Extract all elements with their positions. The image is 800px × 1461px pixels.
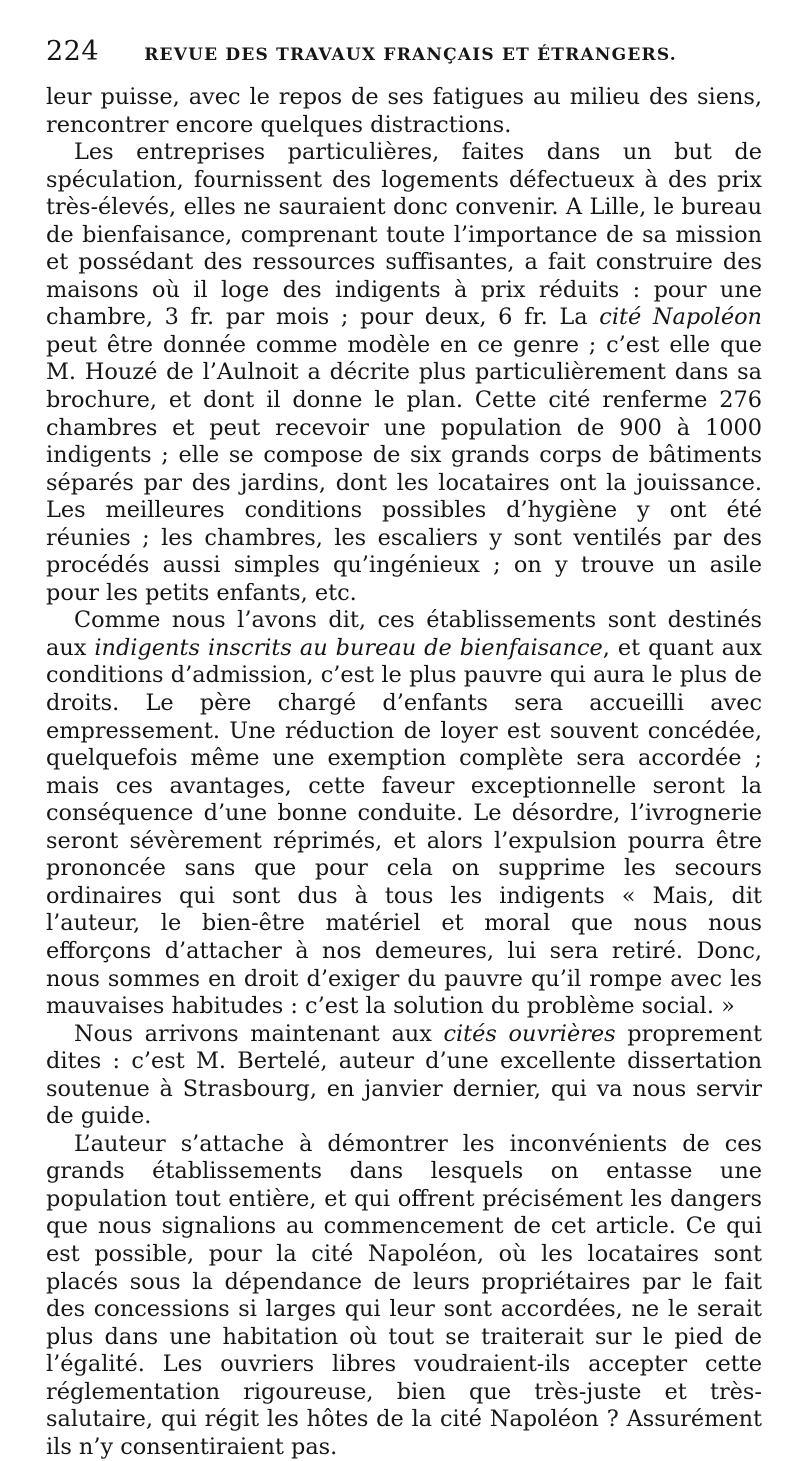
paragraph-text: leur puisse, avec le repos de ses fatigues au milieu des siens, rencontrer encore quelques distractions. bbox=[46, 84, 762, 138]
running-title: REVUE DES TRAVAUX FRANÇAIS ET ÉTRANGERS. bbox=[144, 45, 677, 65]
paragraph-cites-ouvrieres bbox=[46, 1021, 762, 1131]
paragraph-continued bbox=[46, 84, 762, 139]
italic-term: cité Napoléon bbox=[599, 304, 762, 331]
italic-term: cités ouvrières bbox=[443, 1020, 616, 1047]
running-head bbox=[46, 36, 762, 84]
paragraph-text: Nous arrivons maintenant aux bbox=[74, 1020, 444, 1047]
paragraph-text: Comme nous l’avons dit, ces établissements sont destinés aux bbox=[46, 607, 762, 661]
page-number: 224 bbox=[46, 36, 100, 67]
italic-term: indigents inscrits au bureau de bienfaisance bbox=[94, 634, 603, 661]
paragraph-admission bbox=[46, 607, 762, 1020]
paragraph-text: peut être donnée comme modèle en ce genre ; c’est elle que M. Houzé de l’Aulnoit a décrite plus particulièrement dans sa brochure, et dont il donne le plan. Cette cité renferme 276 chambres et peut recevoir une population de 900 à 1000 indigents ; elle se compose de six grands corps de bâtiments séparés par des jardins, dont les locataires ont la jouissance. Les meilleures conditions possibles d’hygiène y ont été réunies ; les chambres, les escaliers y sont ventilés par des procédés aussi simples qu’ingénieux ; on y trouve un asile pour les petits enfants, etc. bbox=[46, 331, 762, 606]
paragraph-text: , et quant aux conditions d’admission, c’est le plus pauvre qui aura le plus de droits. Le père chargé d’enfants sera accueilli avec empressement. Une réduction de loyer est souvent concédée, quelquefois même une exemption complète sera accordée ; mais ces avantages, cette faveur exceptionnelle seront la conséquence d’une bonne conduite. Le désordre, l’ivrognerie seront sévèrement réprimés, et alors l’expulsion pourra être prononcée sans que pour cela on supprime les secours ordinaires qui sont dus à tous les indigents « Mais, dit l’auteur, le bien-être matériel et moral que nous nous efforçons d’attacher à nos demeures, lui sera retiré. Donc, nous sommes en droit d’exiger du pauvre qu’il rompe avec les mauvaises habitudes : c’est la solution du problème social. » bbox=[46, 634, 762, 1020]
paragraph-inconvenients bbox=[46, 1131, 762, 1461]
paragraph-text: Les entreprises particulières, faites dans un but de spéculation, fournissent des logements défectueux à des prix très-élevés, elles ne sauraient donc convenir. A Lille, le bureau de bienfaisance, comprenant toute l’importance de sa mission et possédant des ressources suffisantes, a fait construire des maisons où il loge des indigents à prix réduits : pour une chambre, 3 fr. par mois ; pour deux, 6 fr. La bbox=[46, 139, 762, 331]
body-text bbox=[46, 84, 762, 1461]
paragraph-lille bbox=[46, 139, 762, 607]
paragraph-text: proprement dites : c’est M. Bertelé, auteur d’une excellente dissertation soutenue à Strasbourg, en janvier dernier, qui va nous servir de guide. bbox=[46, 1020, 762, 1130]
paragraph-text: L’auteur s’attache à démontrer les inconvénients de ces grands établissements dans lesquels on entasse une population tout entière, et qui offrent précisément les dangers que nous signalions au commencement de cet article. Ce qui est possible, pour la cité Napoléon, où les locataires sont placés sous la dépendance de leurs propriétaires par le fait des concessions si larges qui leur sont accordées, ne le serait plus dans une habitation où tout se traiterait sur le pied de l’égalité. Les ouvriers libres voudraient-ils accepter cette réglementation rigoureuse, bien que très-juste et très-salutaire, qui régit les hôtes de la cité Napoléon ? Assurément ils n’y consentiraient pas. bbox=[46, 1130, 762, 1460]
